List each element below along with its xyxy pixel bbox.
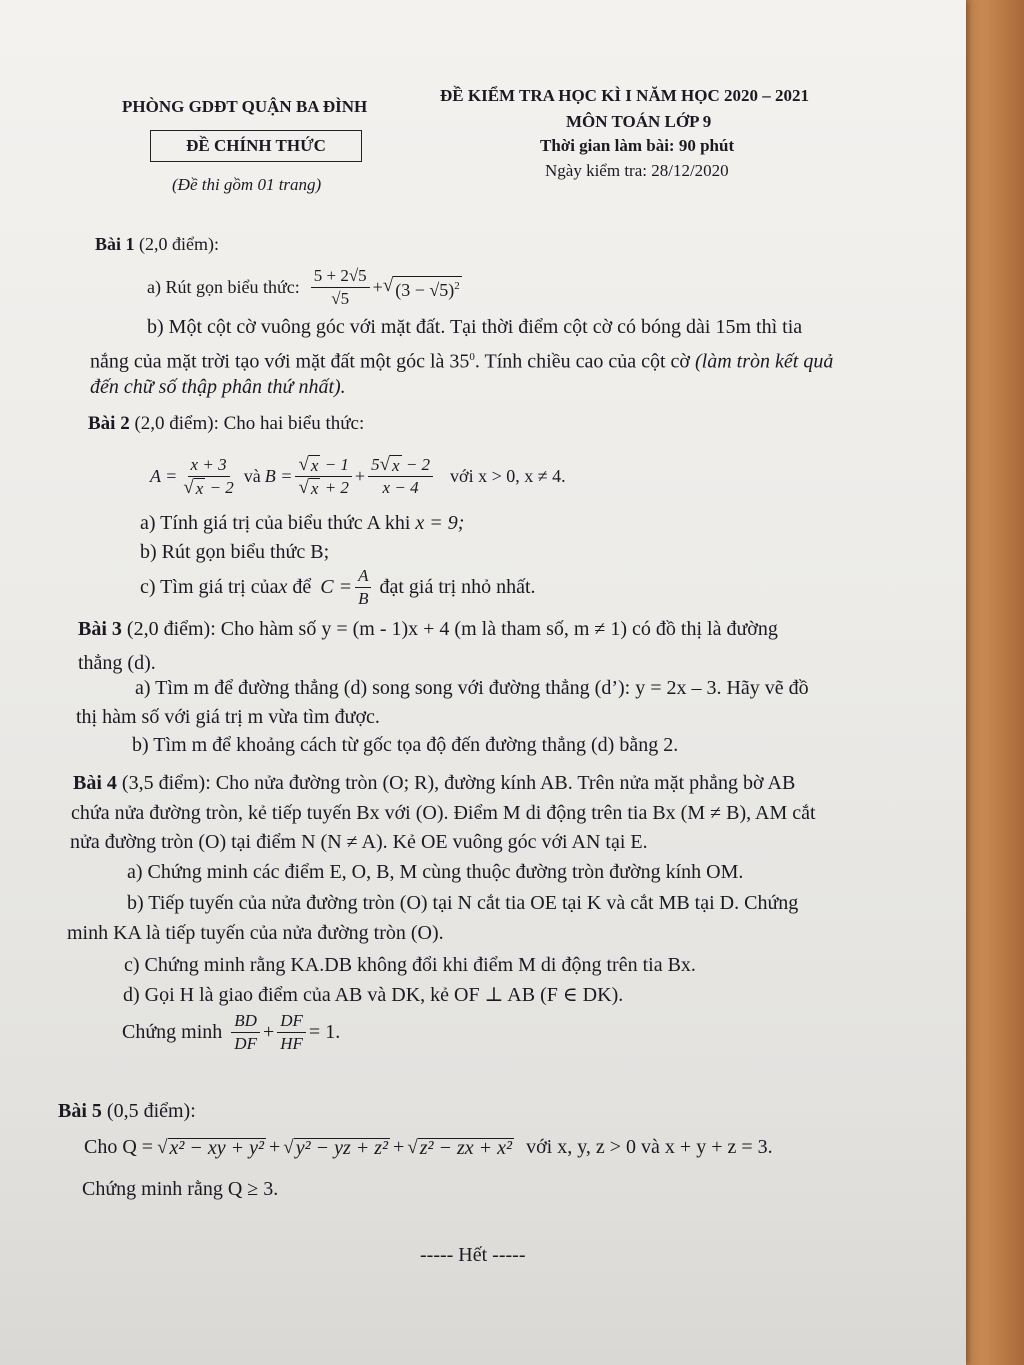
bai4-a: a) Chứng minh các điểm E, O, B, M cùng thuộc đường tròn đường kính OM. bbox=[127, 861, 744, 883]
bai5-expression: Cho Q = √ x² − xy + y² + √ y² − yz + z² + √ z² − zx + x² với x, y, z > 0 và x + y + z = 3. bbox=[84, 1136, 773, 1159]
expr-a-denominator: √ x − 2 bbox=[183, 477, 234, 498]
bai4-title: Bài 4 bbox=[73, 772, 117, 794]
bai4-c: c) Chứng minh rằng KA.DB không đổi khi điểm M di động trên tia Bx. bbox=[124, 954, 696, 976]
bai2-heading bbox=[88, 412, 364, 436]
exam-title: ĐỀ KIỂM TRA HỌC KÌ I NĂM HỌC 2020 – 2021 bbox=[440, 86, 809, 105]
bai4-b-line1: b) Tiếp tuyến của nửa đường tròn (O) tại N cắt tia OE tại K và cắt MB tại D. Chứng bbox=[127, 892, 799, 914]
bai1-b-italic: (làm tròn kết quả bbox=[695, 350, 834, 373]
bai4-line3: nửa đường tròn (O) tại điểm N (N ≠ A). Kẻ OE vuông góc với AN tại E. bbox=[70, 831, 648, 853]
bai1-points: (2,0 điểm): bbox=[134, 234, 219, 254]
bai1-a-sqrt: √ $(3 - √5)^2$ bbox=[382, 274, 460, 300]
bai1-a-numerator: 5 + 2√5 bbox=[311, 266, 370, 288]
end-marker: ----- Hết ----- bbox=[420, 1244, 526, 1266]
bai1-b-line1: b) Một cột cờ vuông góc với mặt đất. Tại thời điểm cột cờ có bóng dài 15m thì tia bbox=[147, 316, 803, 338]
bai4-d: d) Gọi H là giao điểm của AB và DK, kẻ OF ⊥ AB (F ∈ DK). bbox=[123, 984, 624, 1006]
bai1-a-label: a) Rút gọn biểu thức: bbox=[147, 277, 300, 297]
bai1-title: Bài 1 bbox=[95, 234, 135, 254]
bai5-heading: Bài 5 (0,5 điểm): bbox=[58, 1100, 196, 1122]
bai4-line2: chứa nửa đường tròn, kẻ tiếp tuyến Bx với (O). Điểm M di động trên tia Bx (M ≠ B), AM cắt bbox=[71, 802, 816, 824]
expr-b-fraction1: √ x − 1 √ x + 2 bbox=[295, 455, 351, 498]
bai1-a-plus: + bbox=[372, 277, 383, 297]
expr-b-fraction2: 5 √ x − 2 x − 4 bbox=[368, 455, 433, 498]
expr-a-fraction bbox=[180, 455, 236, 498]
subject-line: MÔN TOÁN LỚP 9 bbox=[566, 112, 712, 131]
duration-line: Thời gian làm bài: 90 phút bbox=[540, 136, 735, 155]
bai3-b: b) Tìm m để khoảng cách từ gốc tọa độ đến đường thẳng (d) bằng 2. bbox=[132, 734, 679, 756]
bai2-b: b) Rút gọn biểu thức B; bbox=[140, 541, 330, 563]
bai4-prove: Chứng minh $\frac{BD}{DF}$ + $\frac{DF}{HF}$ = 1. bbox=[122, 1011, 341, 1053]
bai1-a bbox=[147, 266, 462, 309]
bai5-title: Bài 5 bbox=[58, 1100, 102, 1122]
bai2-title: Bài 2 bbox=[88, 413, 130, 434]
bai4-b-line2: minh KA là tiếp tuyến của nửa đường tròn (O). bbox=[67, 922, 444, 944]
department-name: PHÒNG GDĐT QUẬN BA ĐÌNH bbox=[122, 97, 368, 116]
bai3-a-line2: thị hàm số với giá trị m vừa tìm được. bbox=[76, 706, 380, 728]
bai3-line1: Bài 3 (2,0 điểm): Cho hàm số y = (m - 1)x + 4 (m là tham số, m ≠ 1) có đồ thị là đường bbox=[78, 618, 778, 640]
expr-b-plus: + bbox=[354, 466, 366, 486]
bai3-line2: thẳng (d). bbox=[78, 652, 156, 674]
bai1-heading bbox=[95, 232, 219, 256]
bai5-prove: Chứng minh rằng Q ≥ 3. bbox=[82, 1178, 279, 1200]
bai1-a-fraction bbox=[311, 266, 370, 309]
bai2-condition: với x > 0, x ≠ 4. bbox=[450, 466, 566, 486]
bai2-expressions bbox=[150, 455, 570, 498]
exam-date-line: Ngày kiểm tra: 28/12/2020 bbox=[545, 161, 729, 180]
expr-a-numerator: x + 3 bbox=[188, 455, 230, 477]
bai4-line1: Bài 4 (3,5 điểm): Cho nửa đường tròn (O; R), đường kính AB. Trên nửa mặt phẳng bờ AB bbox=[73, 772, 796, 794]
bai1-a-exponent: 2 bbox=[454, 279, 460, 292]
bai1-a-sqrt-arg: (3 − √5) bbox=[395, 279, 455, 300]
expr-b-label: B = bbox=[264, 466, 293, 486]
official-exam-box: ĐỀ CHÍNH THỨC bbox=[150, 130, 362, 162]
word-va: và bbox=[243, 466, 261, 486]
bai3-title: Bài 3 bbox=[78, 618, 122, 640]
bai1-b-text2: . Tính chiều cao của cột cờ bbox=[474, 350, 696, 373]
bai1-b-line3: đến chữ số thập phân thứ nhất). bbox=[90, 376, 346, 398]
bai1-a-denominator: √5 bbox=[331, 289, 350, 308]
pages-note: (Đề thi gồm 01 trang) bbox=[172, 175, 322, 194]
bai2-a: a) Tính giá trị của biểu thức A khi x = 9; bbox=[140, 512, 465, 534]
bai2-c: c) Tìm giá trị của x để C = $\frac{A}{B}$ đạt giá trị nhỏ nhất. bbox=[140, 566, 536, 608]
expr-a-label: A = bbox=[150, 466, 178, 486]
bai1-b-line2 bbox=[90, 345, 833, 374]
bai2-points: (2,0 điểm): Cho hai biểu thức: bbox=[129, 413, 365, 434]
bai3-a-line1: a) Tìm m để đường thẳng (d) song song với đường thẳng (d’): y = 2x – 3. Hãy vẽ đồ bbox=[135, 677, 809, 699]
bai1-b-degree: 0 bbox=[469, 351, 475, 363]
bai1-b-text: nắng của mặt trời tạo với mặt đất một góc là 35 bbox=[90, 350, 470, 373]
